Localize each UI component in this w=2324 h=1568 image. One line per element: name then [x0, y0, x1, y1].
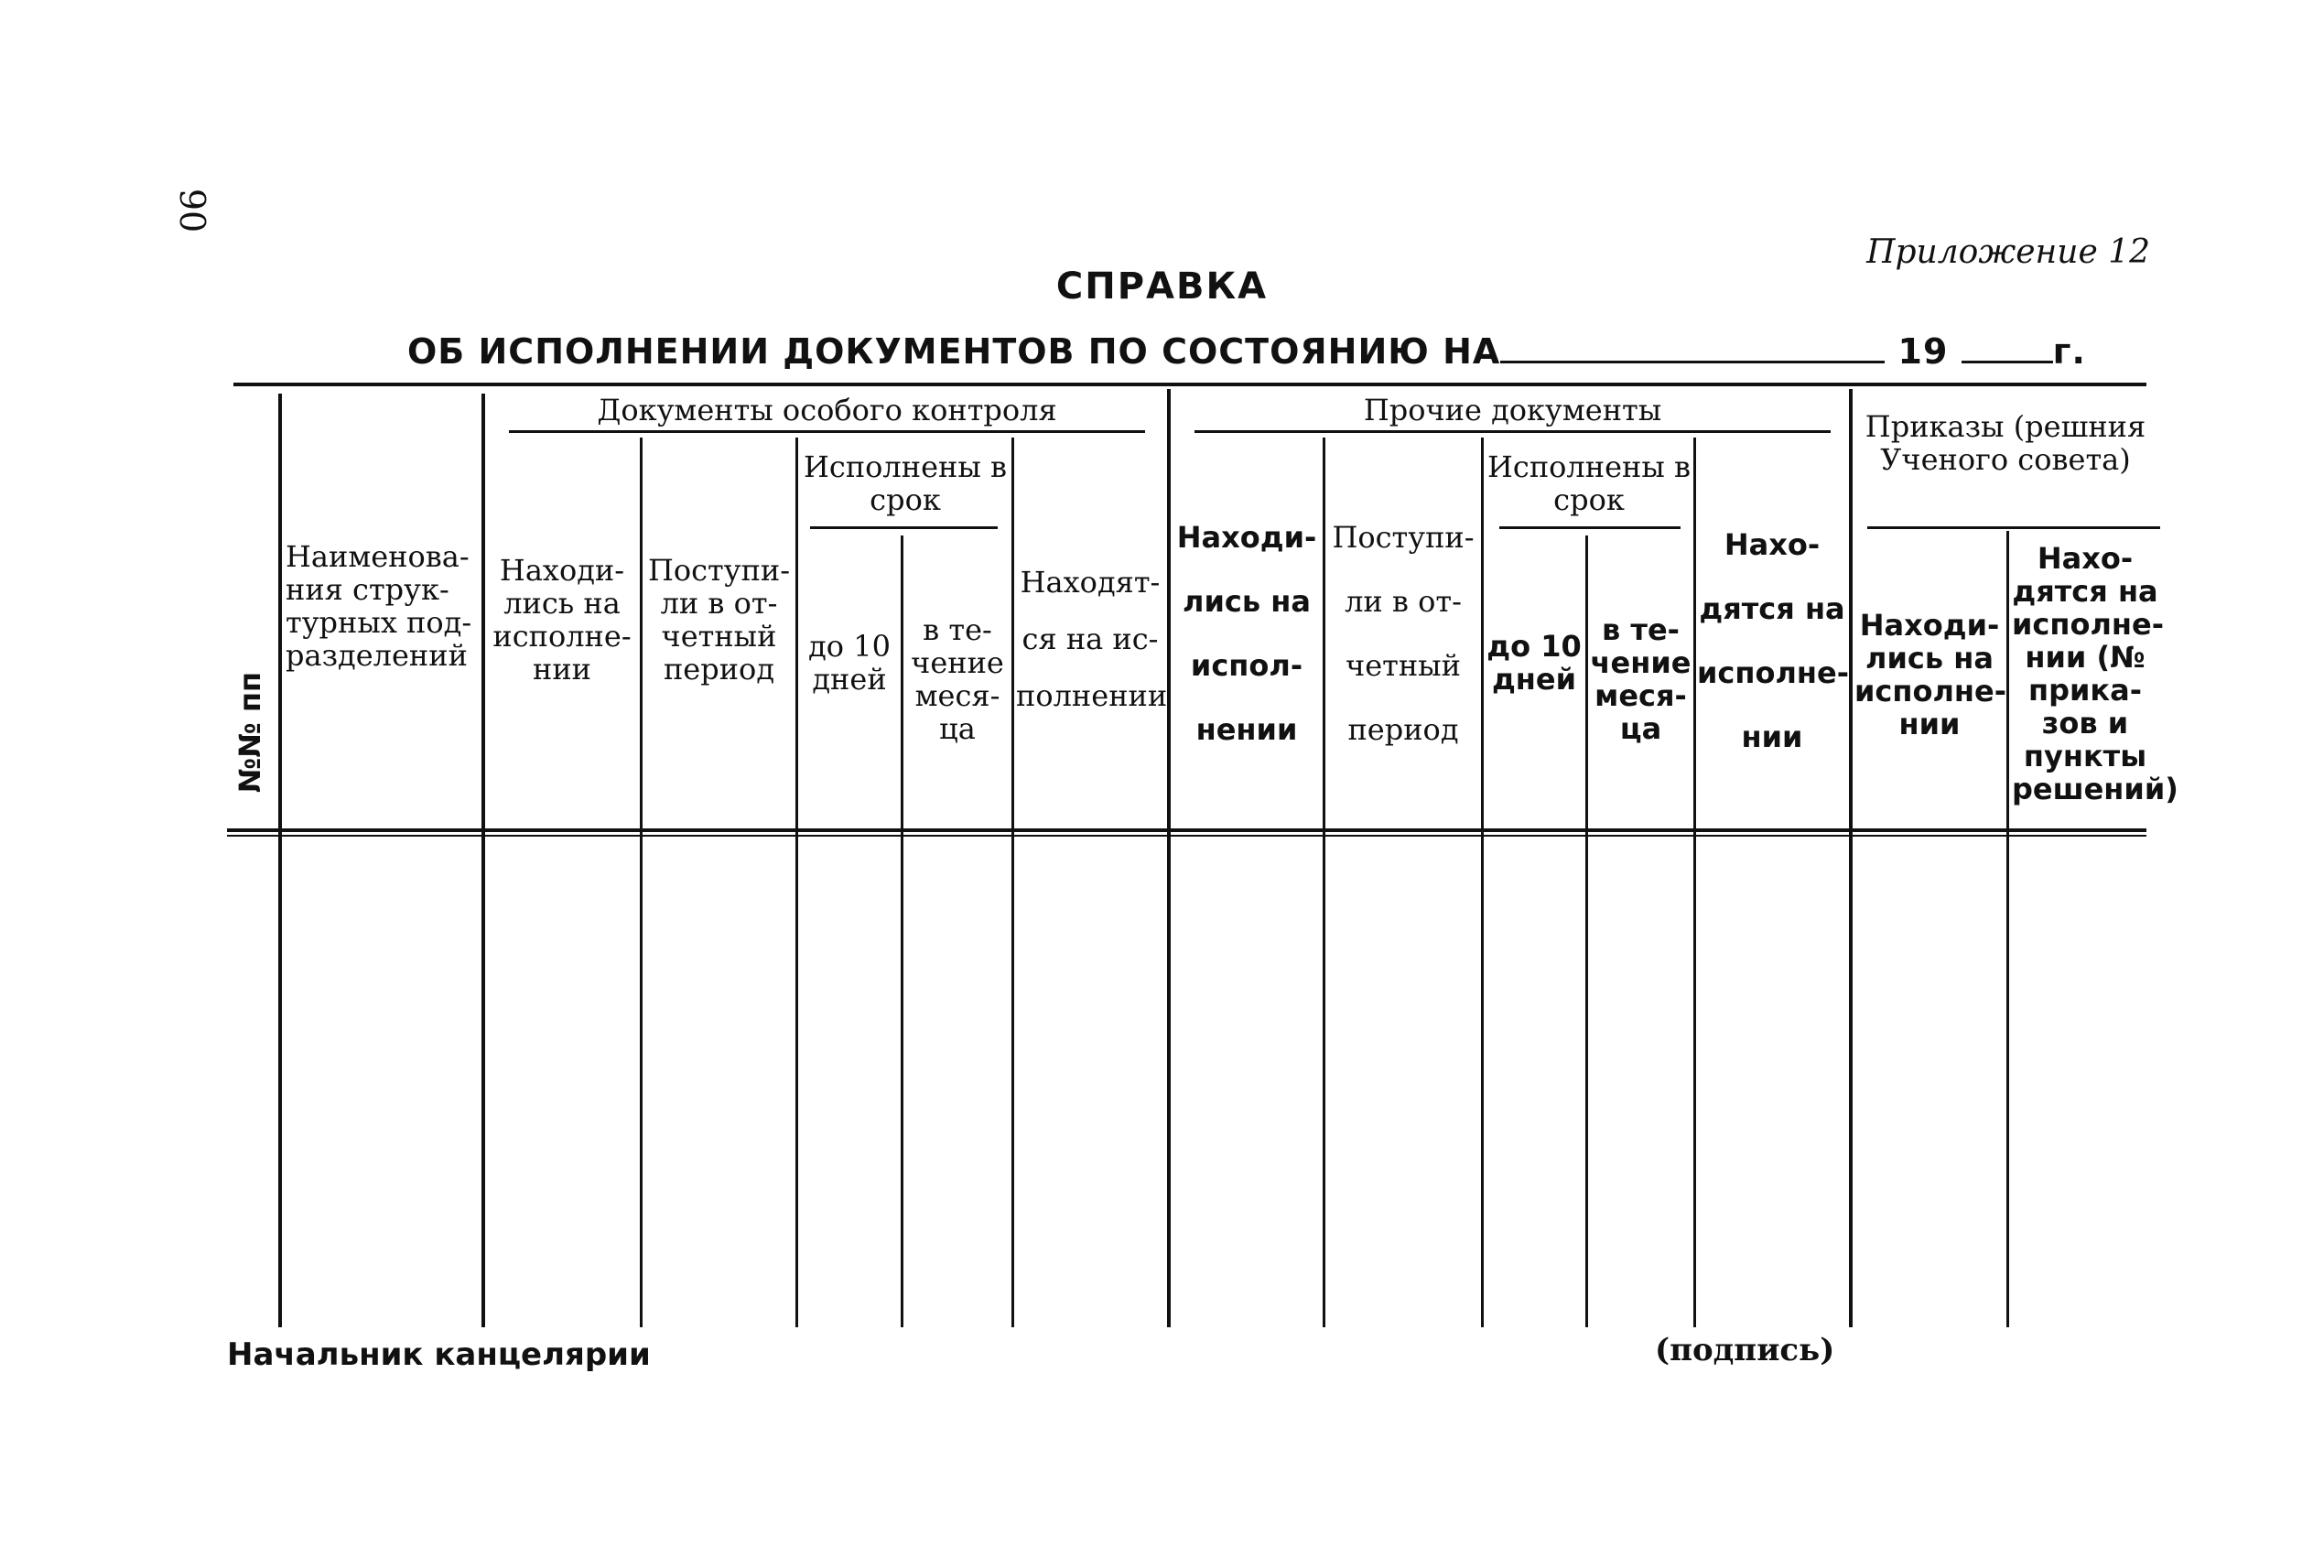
- page-number: 90: [172, 188, 212, 233]
- document-subtitle: [407, 331, 2086, 372]
- col-name-header: Наименова-ния струк-турных под-разделений: [286, 539, 472, 673]
- orders-pending-header: Нахо-дятся на исполне-нии (№ прика-зов и пункты решений): [2012, 541, 2178, 806]
- year-prefix: 19: [1897, 331, 1949, 372]
- other-executed-header: Исполнены в срок: [1487, 449, 1691, 517]
- footer-position: Начальник канцелярии: [227, 1336, 651, 1373]
- vline-2: [481, 394, 485, 1327]
- year-blank[interactable]: [1962, 335, 2053, 363]
- other-received-header: Поступи-ли в от-четный период: [1332, 520, 1475, 747]
- orders-group-underline: [1867, 526, 2160, 529]
- table-header-bottom-border-2: [227, 835, 2146, 837]
- other-executed-month-header: в те-чение меся-ца: [1590, 612, 1692, 746]
- special-group-underline: [509, 430, 1145, 433]
- other-executed-10-header: до 10 дней: [1486, 629, 1582, 697]
- vline-1: [278, 394, 282, 1327]
- special-were-header: Находи-лись на исполне-нии: [492, 553, 632, 687]
- year-suffix: г.: [2052, 331, 2086, 372]
- other-were-header: Находи-лись на испол-нении: [1176, 520, 1317, 747]
- vline-4: [795, 438, 798, 1327]
- special-pending-header: Находят-ся на ис-полнении: [1016, 565, 1168, 713]
- document-title: СПРАВКА: [1055, 265, 1269, 308]
- vline-6: [1011, 438, 1014, 1327]
- vline-10: [1585, 535, 1588, 1327]
- vline-7: [1167, 389, 1171, 1327]
- special-executed-underline: [810, 526, 998, 529]
- appendix-label: Приложение 12: [1866, 233, 2150, 271]
- table-header-bottom-border: [227, 828, 2146, 832]
- special-received-header: Поступи-ли в от-четный период: [647, 553, 791, 687]
- subtitle-text: ОБ ИСПОЛНЕНИИ ДОКУМЕНТОВ ПО СОСТОЯНИЮ НА: [407, 331, 1501, 372]
- vline-11: [1693, 438, 1696, 1327]
- vline-5: [901, 535, 903, 1327]
- special-executed-month-header: в те-чение меся-ца: [911, 612, 1004, 746]
- vline-12: [1849, 389, 1853, 1327]
- vline-3: [640, 438, 643, 1327]
- vline-8: [1323, 438, 1325, 1327]
- date-blank[interactable]: [1500, 335, 1885, 363]
- special-executed-10-header: до 10 дней: [808, 629, 891, 697]
- other-group-title: Прочие документы: [1363, 393, 1662, 427]
- other-pending-header: Нахо-дятся на исполне-нии: [1697, 527, 1850, 754]
- other-group-underline: [1194, 430, 1831, 433]
- vline-9: [1481, 438, 1484, 1327]
- col-number-header: №№ пп: [232, 671, 267, 794]
- special-executed-header: Исполнены в срок: [804, 449, 1007, 517]
- other-executed-underline: [1499, 526, 1681, 529]
- orders-group-title: Приказы (решния Ученого совета): [1865, 409, 2146, 477]
- orders-were-header: Находи-лись на исполне-нии: [1854, 608, 2007, 741]
- special-group-title: Документы особого контроля: [597, 393, 1057, 427]
- footer-signature: (подпись): [1655, 1332, 1835, 1368]
- vline-13: [2006, 531, 2009, 1327]
- table-top-border: [233, 383, 2146, 386]
